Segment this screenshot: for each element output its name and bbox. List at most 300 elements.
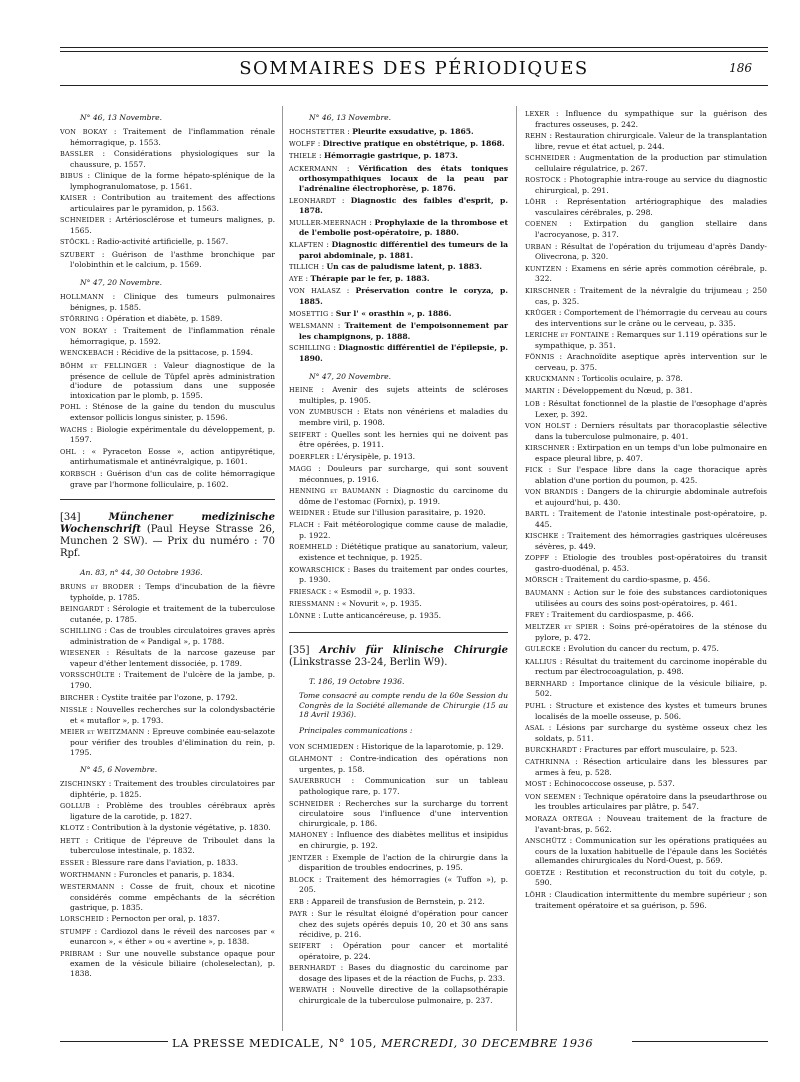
article-title: Lésions par surcharge du système osseux chez les soldats, p. 511.: [535, 722, 767, 743]
article-author: GULECKE: [525, 645, 561, 654]
page-number: 186: [729, 61, 752, 75]
issue-heading: T. 186, 19 Octobre 1936.: [309, 677, 405, 687]
article-title: Considérations physiologiques sur la chaussure, p. 1557.: [70, 148, 275, 169]
article-title: Diagnostic des faibles d'esprit, p. 1878.: [299, 195, 509, 216]
article-entry: BRUNS et BRODER : Temps d'incubation de la fièvre typhoïde, p. 1785.: [60, 582, 275, 602]
article-entry: LEONHARDT : Diagnostic des faibles d'esprit, p. 1878.: [289, 195, 509, 216]
article-author: MOSETTIG: [289, 309, 329, 318]
article-entry: FLACH : Fait météorologique comme cause de maladie, p. 1922.: [289, 520, 508, 541]
article-author: VORSSCHÜLTE: [60, 671, 115, 680]
article-title: Blessure rare dans l'aviation, p. 1833.: [91, 857, 239, 867]
article-author: FÖNNIS: [525, 353, 555, 362]
article-title: Sténose de la gaine du tendon du musculus extensor pollicis longus sinister, p. 1596.: [70, 402, 275, 423]
issue-heading: N° 47, 20 Novembre.: [309, 371, 392, 381]
article-entry: LÖHR : Représentation artériographique des maladies vasculaires cérébrales, p. 298.: [525, 197, 767, 218]
article-title: Importance clinique de la vésicule biliaire, p. 502.: [535, 678, 767, 699]
article-author: WACHS: [60, 425, 88, 434]
article-title: Arachnoïdite aseptique après intervention sur le cerveau, p. 375.: [535, 352, 767, 372]
article-author: ZOPFF: [525, 554, 550, 563]
article-author: KIRSCHNER: [525, 286, 570, 295]
article-entry: WERWATH : Nouvelle directive de la collapsothérapie chirurgicale de la tuberculose pulmonaire, p. 237.: [289, 985, 508, 1005]
article-author: VON SCHMIEDEN: [289, 743, 354, 752]
journal-number: [35]: [289, 645, 310, 657]
article-title: Epreuve combinée eau-selazote pour vérifier des troubles d'élimination du rein, p. 1795.: [70, 726, 275, 757]
article-entry: KOWARSCHICK : Bases du traitement par ondes courtes, p. 1930.: [289, 564, 508, 585]
article-author: WESTERMANN: [60, 883, 115, 892]
article-author: KISCHKE: [525, 532, 559, 541]
article-entry: GOLLUB : Problème des troubles cérébraux après ligature de la carotide, p. 1827.: [60, 801, 275, 822]
article-title: Recherches sur la surcharge du torrent circulatoire sous l'influence d'une intervention chirurgicale, p. 186.: [299, 798, 508, 829]
header-rule-top: [60, 47, 768, 48]
article-title: Diététique pratique au sanatorium, valeur, existence et technique, p. 1925.: [299, 542, 508, 563]
article-entry: MARTIN : Développement du Nœud, p. 381.: [525, 386, 693, 396]
journal-name: Archiv für klinische Chirurgie: [319, 645, 508, 657]
article-entry: LOB : Résultat fonctionnel de la plastie de l'œsophage d'après Lexer, p. 392.: [525, 398, 768, 419]
article-author: MARTIN: [525, 387, 555, 396]
article-entry: FREY : Traitement du cardiospasme, p. 466.: [525, 609, 694, 619]
article-author: HOLLMANN: [60, 292, 104, 301]
article-entry: POHL : Sténose de la gaine du tendon du musculus extensor pollicis longus sinister, p. 1596.: [60, 402, 275, 423]
article-title: Traitement du cardio-spasme, p. 456.: [565, 575, 711, 585]
article-title: Opération pour cancer et mortalité opératoire, p. 224.: [299, 940, 508, 961]
article-entry: ESSER : Blessure rare dans l'aviation, p. 1833.: [60, 857, 239, 867]
article-author: WOLFF: [289, 140, 316, 149]
article-entry: KRÜGER : Comportement de l'hémorragie du cerveau au cours des interventions sur le crâne ou le cerveau, p. 335.: [525, 307, 767, 328]
article-title: Sur l' « orasthin », p. 1886.: [335, 308, 452, 318]
article-entry: LERICHE et FONTAINE : Remarques sur 1.119 opérations sur le sympathique, p. 351.: [525, 329, 768, 350]
column-3: [525, 109, 767, 912]
article-author: AYE: [289, 275, 304, 284]
article-title: Préservation contre le coryza, p. 1885.: [299, 286, 508, 307]
article-title: Nouvelles recherches sur la colondysbactérie et « mutaflor », p. 1793.: [70, 704, 275, 725]
article-author: ASAL: [525, 723, 544, 732]
article-author: BURCKHARDT: [525, 745, 577, 754]
article-entry: KLOTZ : Contribution à la dystonie végétative, p. 1830.: [60, 823, 271, 833]
article-title: Extirpation en un temps d'un lobe pulmonaire en espace pleural libre, p. 407.: [535, 442, 767, 463]
article-author: WELSMANN: [289, 321, 334, 330]
article-author: MÖRSCH: [525, 576, 559, 585]
article-author: ROSTOCK: [525, 176, 561, 185]
article-author: VON BOKAY: [60, 127, 108, 136]
article-title: Contribution au traitement des affections articulaires par le pyramidon, p. 1563.: [70, 193, 275, 213]
article-entry: SCHNEIDER : Artériosclérose et tumeurs malignes, p. 1565.: [60, 215, 275, 235]
article-title: Un cas de paludisme latent, p. 1883.: [326, 261, 483, 271]
article-title: Vérification des états toniques orthosympathiques locaux de la peau par l'adrénaline électrophorèse, p. 1876.: [299, 163, 509, 194]
article-entry: CATHRINNA : Résection articulaire dans les blessures par armes à feu, p. 528.: [525, 757, 767, 778]
article-entry: MELTZER et SPIER : Soins pré-opératoires de la sténose du pylore, p. 472.: [525, 622, 767, 642]
article-title: Exemple de l'action de la chirurgie dans la disparition de troubles endocrines, p. 195.: [299, 852, 508, 873]
article-entry: REHN : Restauration chirurgicale. Valeur de la transplantation libre, revue et état actuel, p. 244.: [525, 131, 767, 151]
article-title: Claudication intermittente du membre supérieur ; son traitement opératoire et sa guérison, p. 596.: [535, 889, 767, 910]
article-entry: WENCKEBACH : Récidive de la psittacose, p. 1594.: [60, 348, 254, 358]
article-title: « Esmodil », p. 1933.: [333, 586, 415, 596]
article-entry: KIRSCHNER : Extirpation en un temps d'un lobe pulmonaire en espace pleural libre, p. 407.: [525, 442, 767, 463]
article-entry: WACHS : Biologie expérimentale du développement, p. 1597.: [60, 424, 275, 445]
article-title: Thérapie par le fer, p. 1883.: [310, 274, 430, 284]
article-entry: AYE : Thérapie par le fer, p. 1883.: [289, 274, 430, 284]
article-author: RIESSMANN: [289, 599, 335, 608]
article-title: Fractures par effort musculaire, p. 523.: [584, 744, 738, 754]
header-rule-bottom: [60, 85, 768, 86]
article-title: « Novurit », p. 1935.: [341, 598, 422, 608]
article-author: GOLLUB: [60, 802, 91, 811]
article-author: MAHONEY: [289, 831, 328, 840]
article-entry: KALLIUS : Résultat du traitement du carcinome inopérable du rectum par électrocoagulation, p. 498.: [525, 656, 767, 677]
article-title: Résection articulaire dans les blessures par armes à feu, p. 528.: [535, 757, 767, 778]
article-author: TILLICH: [289, 262, 320, 271]
article-author: PRIBRAM: [60, 949, 95, 958]
article-entry: FRIESACK : « Esmodil », p. 1933.: [289, 586, 415, 596]
article-author: STUMPF: [60, 927, 92, 936]
article-title: Photographie intra-rouge au service du diagnostic chirurgical, p. 291.: [535, 175, 767, 196]
article-entry: LORSCHEID : Pernocton per oral, p. 1837.: [60, 914, 220, 924]
article-entry: MOST : Echinococcose osseuse, p. 537.: [525, 779, 675, 789]
article-author: VON BRANDIS: [525, 488, 579, 497]
article-entry: SCHILLING : Cas de troubles circulatoires graves après administration de « Pandigal », p. 1788.: [60, 626, 276, 647]
column-divider: [516, 106, 517, 1031]
page-title: SOMMAIRES DES PÉRIODIQUES: [239, 58, 589, 79]
article-title: Extirpation du ganglion stellaire dans l'acrocyanose, p. 317.: [535, 219, 767, 240]
article-entry: HOCHSTETTER : Pleurite exsudative, p. 1865.: [289, 126, 474, 136]
article-entry: SCHNEIDER : Recherches sur la surcharge du torrent circulatoire sous l'influence d'une intervention chirurgicale, p. 186.: [289, 798, 508, 829]
article-entry: RIESSMANN : « Novurit », p. 1935.: [289, 598, 422, 608]
article-author: MAGG: [289, 464, 312, 473]
article-author: MEIER et WEITZMANN: [60, 727, 145, 736]
article-entry: KUNTZEN : Examens en série après commotion cérébrale, p. 322.: [525, 263, 767, 284]
article-title: Guérison de l'asthme bronchique par l'olobinthin et le calcium, p. 1569.: [70, 249, 276, 270]
article-author: ROEMHELD: [289, 543, 333, 552]
column-divider: [282, 106, 283, 1031]
article-title: Critique de l'épreuve de Triboulet dans la tuberculose intestinale, p. 1832.: [70, 835, 275, 856]
article-author: KRUCKMANN: [525, 375, 575, 384]
article-author: ANSCHÜTZ: [525, 836, 567, 845]
article-author: BIBUS: [60, 171, 84, 180]
section-separator: [60, 499, 275, 500]
article-title: Clinique de la forme hépato-splénique de la lymphogranulomatose, p. 1561.: [70, 170, 275, 191]
article-author: ERB: [289, 897, 305, 906]
article-author: BARTL: [525, 510, 549, 519]
article-title: Sur le résultat éloigné d'opération pour cancer chez des sujets opérés depuis 10, 20 et 30 ans sans récidive, p. 216.: [299, 909, 509, 939]
article-title: Directive pratique en obstétrique, p. 1868.: [322, 139, 505, 149]
article-title: « Pyraceton Eosse », action antipyrétique, antirhumatismale et antinévralgique, p. 1601.: [70, 446, 275, 467]
article-entry: BAUMANN : Action sur le foie des substances cardiotoniques utilisées au cours des soins post-opératoires, p. 461.: [525, 587, 767, 608]
journal-heading: [60, 512, 275, 560]
article-title: Dangers de la chirurgie abdominale autrefois et aujourd'hui, p. 430.: [535, 487, 767, 507]
header-rule-top-2: [60, 51, 768, 52]
article-entry: KLAFTEN : Diagnostic différentiel des tumeurs de la paroi abdominale, p. 1881.: [289, 239, 509, 260]
article-entry: BEINGARDT : Sérologie et traitement de la tuberculose cutanée, p. 1785.: [60, 604, 275, 624]
article-entry: LÖHR : Claudication intermittente du membre supérieur ; son traitement opératoire et sa guérison, p. 596.: [525, 889, 767, 910]
article-title: Cas de troubles circulatoires graves après administration de « Pandigal », p. 1788.: [70, 626, 276, 647]
article-author: KALLIUS: [525, 657, 557, 666]
article-entry: ZISCHINSKY : Traitement des troubles circulatoires par diphtérie, p. 1825.: [60, 779, 275, 799]
article-author: BIRCHER: [60, 693, 94, 702]
article-author: LORSCHEID: [60, 915, 104, 924]
article-author: KRÜGER: [525, 308, 557, 317]
article-entry: WIESENER : Résultats de la narcose gazeuse par vapeur d'éther lentement dissociée, p. 1789.: [60, 648, 275, 669]
article-author: REHN: [525, 132, 547, 141]
article-title: Diagnostic du carcinome du dôme de l'estomac (Fornix), p. 1919.: [299, 486, 508, 506]
article-title: Echinococcose osseuse, p. 537.: [553, 779, 675, 789]
issue-heading: N° 45, 6 Novembre.: [80, 765, 158, 775]
article-author: SCHNEIDER: [289, 799, 334, 808]
article-entry: HOLLMANN : Clinique des tumeurs pulmonaires bénignes, p. 1585.: [60, 291, 276, 312]
article-entry: HETT : Critique de l'épreuve de Triboulet dans la tuberculose intestinale, p. 1832.: [60, 835, 275, 856]
article-title: Communication sur les opérations pratiquées au cours de la luxation habituelle de l'épaule dans les Sociétés allemandes chirurgicales du Nord-Ouest, p. 569.: [535, 835, 767, 866]
article-title: Quelles sont les hernies qui ne doivent pas être opérées, p. 1911.: [299, 429, 508, 450]
article-author: BAUMANN: [525, 588, 565, 597]
article-author: LERICHE et FONTAINE: [525, 330, 610, 339]
article-author: SEIFERT: [289, 941, 321, 950]
article-author: SZUBERT: [60, 250, 95, 259]
article-author: SAUERBRUCH: [289, 777, 342, 786]
article-entry: MÖRSCH : Traitement du cardio-spasme, p. 456.: [525, 575, 711, 585]
article-title: Bases du diagnostic du carcinome par dosage des lipases et de la réaction de Fuchs, p. 233.: [299, 962, 508, 983]
article-author: GLAHMONT: [289, 755, 333, 764]
article-entry: ASAL : Lésions par surcharge du système osseux chez les soldats, p. 511.: [525, 722, 767, 743]
article-title: Opération et diabète, p. 1589.: [106, 314, 223, 324]
article-author: CATHRINNA: [525, 758, 570, 767]
article-entry: SCHNEIDER : Augmentation de la production par stimulation cellulaire régulatrice, p. 267.: [525, 153, 767, 173]
article-entry: STÖRRING : Opération et diabète, p. 1589.: [60, 314, 223, 324]
article-author: ACKERMANN: [289, 164, 338, 173]
article-title: Diagnostic différentiel de l'épilepsie, p. 1890.: [299, 342, 508, 363]
article-title: Traitement des troubles circulatoires par diphtérie, p. 1825.: [70, 779, 275, 799]
article-entry: KAISER : Contribution au traitement des affections articulaires par le pyramidon, p. 1563.: [60, 193, 275, 213]
footer-date: MERCREDI, 30 DECEMBRE 1936: [381, 1036, 594, 1050]
article-author: SCHNEIDER: [60, 216, 105, 225]
article-entry: HEINE : Avenir des sujets atteints de scléroses multiples, p. 1905.: [289, 385, 509, 406]
article-entry: WOLFF : Directive pratique en obstétrique, p. 1868.: [289, 139, 505, 149]
article-title: Temps d'incubation de la fièvre typhoïde, p. 1785.: [70, 582, 275, 602]
article-entry: BIBUS : Clinique de la forme hépato-splénique de la lymphogranulomatose, p. 1561.: [60, 170, 275, 191]
article-entry: VON BRANDIS : Dangers de la chirurgie abdominale autrefois et aujourd'hui, p. 430.: [525, 487, 767, 507]
article-title: Technique opératoire dans la pseudarthrose ou les troubles articulaires par plâtre, p. 547.: [535, 791, 767, 812]
article-title: Sérologie et traitement de la tuberculose cutanée, p. 1785.: [70, 604, 275, 624]
article-title: Résultat du traitement du carcinome inopérable du rectum par électrocoagulation, p. 498.: [535, 656, 767, 677]
article-entry: VON BOKAY : Traitement de l'inflammation rénale hémorragique, p. 1553.: [60, 126, 275, 147]
article-author: BLOCK: [289, 875, 315, 884]
article-author: FLACH: [289, 521, 315, 530]
article-author: HEINE: [289, 386, 314, 395]
article-entry: GLAHMONT : Contre-indication des opérations non urgentes, p. 158.: [289, 754, 508, 775]
article-author: FREY: [525, 610, 545, 619]
article-author: JENTZER: [289, 853, 322, 862]
article-author: OHL: [60, 447, 76, 456]
article-author: URBAN: [525, 242, 552, 251]
article-author: WEIDNER: [289, 509, 325, 518]
article-entry: LÖNNE : Lutte anticancéreuse, p. 1935.: [289, 611, 442, 621]
article-entry: TILLICH : Un cas de paludisme latent, p. 1883.: [289, 261, 483, 271]
article-title: Traitement du cardiospasme, p. 466.: [551, 609, 694, 619]
article-title: Pleurite exsudative, p. 1865.: [352, 126, 474, 136]
page-footer: [172, 1036, 593, 1050]
article-title: Résultats de la narcose gazeuse par vapeur d'éther lentement dissociée, p. 1789.: [70, 648, 275, 669]
article-author: BERNHARD: [525, 679, 568, 688]
article-title: Evolution du cancer du rectum, p. 475.: [568, 644, 719, 654]
article-author: SCHILLING: [60, 627, 102, 636]
article-author: WENCKEBACH: [60, 349, 114, 358]
article-entry: BERNHARD : Importance clinique de la vésicule biliaire, p. 502.: [525, 678, 767, 699]
article-title: Représentation artériographique des maladies vasculaires cérébrales, p. 298.: [535, 197, 767, 218]
article-entry: DOERFLER : L'érysipèle, p. 1913.: [289, 451, 416, 461]
article-author: BEINGARDT: [60, 605, 104, 614]
article-entry: GULECKE : Evolution du cancer du rectum, p. 475.: [525, 644, 719, 654]
article-entry: MOSETTIG : Sur l' « orasthin », p. 1886.: [289, 308, 452, 318]
footer-rule-left: [60, 1041, 168, 1042]
article-title: Guérison d'un cas de colite hémorragique grave par l'hormone folliculaire, p. 1602.: [70, 468, 275, 489]
article-entry: FICK : Sur l'espace libre dans la cage thoracique après ablation d'une portion du poumon, p. 425.: [525, 465, 768, 485]
article-author: LÖHR: [525, 890, 547, 899]
article-author: COENEN: [525, 220, 558, 229]
article-author: STÖRRING: [60, 315, 99, 324]
article-title: Récidive de la psittacose, p. 1594.: [121, 348, 254, 358]
article-title: Traitement de la névralgie du trijumeau ; 250 cas, p. 325.: [535, 285, 768, 306]
article-title: Valeur diagnostique de la présence de cellule de Tüpfel après administration d'iodure de potassium dans une supposée intoxication par le plomb, p. 1595.: [70, 360, 276, 401]
article-title: Soins pré-opératoires de la sténose du pylore, p. 472.: [535, 622, 767, 642]
column-2: [289, 109, 508, 1007]
article-title: Prophylaxie de la thrombose et de l'embolie post-opératoire, p. 1880.: [299, 217, 508, 238]
article-entry: VORSSCHÜLTE : Traitement de l'ulcère de la jambe, p. 1790.: [60, 670, 275, 691]
article-author: VON ZUMBUSCH: [289, 408, 353, 417]
article-title: Historique de la laparotomie, p. 129.: [361, 742, 504, 752]
article-title: Douleurs par surcharge, qui sont souvent méconnues, p. 1916.: [299, 463, 508, 484]
article-entry: BARTL : Traitement de l'atonie intestinale post-opératoire, p. 445.: [525, 509, 767, 529]
article-author: KOWARSCHICK: [289, 565, 345, 574]
article-title: Restitution et reconstruction du toit du cotyle, p. 590.: [535, 867, 767, 888]
article-entry: PAYR : Sur le résultat éloigné d'opération pour cancer chez des sujets opérés depuis 10, 20 et 30 ans sans récidive, p. 216.: [289, 909, 509, 939]
article-entry: VON HALASZ : Préservation contre le coryza, p. 1885.: [289, 286, 508, 307]
article-author: MULLER-MEERNACH: [289, 218, 367, 227]
article-entry: BASSLER : Considérations physiologiques sur la chaussure, p. 1557.: [60, 148, 275, 169]
article-author: SCHILLING: [289, 343, 331, 352]
article-title: Furoncles et panaris, p. 1834.: [118, 870, 235, 880]
issue-heading: N° 46, 13 Novembre.: [80, 113, 163, 122]
article-entry: COENEN : Extirpation du ganglion stellaire dans l'acrocyanose, p. 317.: [525, 219, 767, 240]
article-title: Résultat fonctionnel de la plastie de l'œsophage d'après Lexer, p. 392.: [535, 398, 768, 419]
article-entry: MAHONEY : Influence des diabètes mellitus et insipidus en chirurgie, p. 192.: [289, 830, 508, 851]
article-author: VON HOLST: [525, 421, 571, 430]
article-author: POHL: [60, 403, 81, 412]
article-entry: KORBSCH : Guérison d'un cas de colite hémorragique grave par l'hormone folliculaire, p. 1602.: [60, 468, 275, 489]
article-entry: STÖCKL : Radio-activité artificielle, p. 1567.: [60, 237, 229, 247]
article-title: Fait météorologique comme cause de maladie, p. 1922.: [299, 520, 508, 541]
article-author: BRUNS et BRODER: [60, 583, 134, 592]
article-title: Communication sur un tableau pathologique rare, p. 177.: [299, 776, 508, 797]
article-author: LOB: [525, 399, 541, 408]
article-title: Appareil de transfusion de Bernstein, p. 212.: [311, 896, 485, 906]
article-author: STÖCKL: [60, 238, 90, 247]
article-author: SEIFERT: [289, 430, 321, 439]
article-entry: WELSMANN : Traitement de l'empoisonnement par les champignons, p. 1888.: [289, 320, 508, 341]
article-author: MOST: [525, 780, 547, 789]
article-title: Cystite traitée par l'ozone, p. 1792.: [101, 692, 238, 702]
article-author: WIESENER: [60, 649, 101, 658]
article-author: FICK: [525, 466, 543, 474]
article-entry: ROSTOCK : Photographie intra-rouge au service du diagnostic chirurgical, p. 291.: [525, 175, 767, 196]
article-author: KLOTZ: [60, 824, 85, 833]
article-title: Torticolis oculaire, p. 378.: [581, 374, 683, 384]
article-entry: MORAZA ORTEGA : Nouveau traitement de la fracture de l'avant-bras, p. 562.: [525, 813, 767, 834]
article-title: Nouveau traitement de la fracture de l'avant-bras, p. 562.: [535, 813, 767, 834]
article-author: KLAFTEN: [289, 240, 324, 249]
article-author: ESSER: [60, 858, 85, 867]
article-title: L'érysipèle, p. 1913.: [336, 451, 416, 461]
article-entry: SZUBERT : Guérison de l'asthme bronchique par l'olobinthin et le calcium, p. 1569.: [60, 249, 276, 270]
article-author: ZISCHINSKY: [60, 780, 106, 789]
footer-rule-right: [632, 1041, 768, 1042]
article-title: Augmentation de la production par stimulation cellulaire régulatrice, p. 267.: [535, 153, 767, 173]
article-author: NISSLE: [60, 705, 88, 714]
footer-paper: LA PRESSE MEDICALE, N° 105,: [172, 1036, 377, 1050]
article-title: Traitement de l'inflammation rénale hémorragique, p. 1592.: [70, 326, 275, 347]
article-entry: WEIDNER : Etude sur l'illusion parasitaire, p. 1920.: [289, 508, 486, 518]
article-entry: SEIFERT : Quelles sont les hernies qui ne doivent pas être opérées, p. 1911.: [289, 429, 508, 450]
article-entry: VON BOKAY : Traitement de l'inflammation rénale hémorragique, p. 1592.: [60, 326, 275, 347]
article-entry: SCHILLING : Diagnostic différentiel de l'épilepsie, p. 1890.: [289, 342, 508, 363]
article-entry: BERNHARDT : Bases du diagnostic du carcinome par dosage des lipases et de la réaction de Fuchs, p. 233.: [289, 962, 508, 983]
article-entry: MULLER-MEERNACH : Prophylaxie de la thrombose et de l'embolie post-opératoire, p. 1880.: [289, 217, 508, 238]
article-entry: MEIER et WEITZMANN : Epreuve combinée eau-selazote pour vérifier des troubles d'élimination du rein, p. 1795.: [60, 726, 275, 757]
article-title: Hémorragie gastrique, p. 1873.: [323, 151, 458, 161]
article-entry: WESTERMANN : Cosse de fruit, choux et nicotine considérés comme empêchants de la sécrétion gastrique, p. 1835.: [60, 882, 275, 912]
article-title: Cosse de fruit, choux et nicotine considérés comme empêchants de la sécrétion gastrique, p. 1835.: [70, 882, 275, 912]
article-title: Influence des diabètes mellitus et insipidus en chirurgie, p. 192.: [299, 830, 508, 851]
article-title: Diagnostic différentiel des tumeurs de la paroi abdominale, p. 1881.: [299, 239, 509, 260]
article-entry: VON HOLST : Derniers résultats par thoracoplastie sélective dans la tuberculose pulmonaire, p. 401.: [525, 420, 767, 441]
article-entry: OHL : « Pyraceton Eosse », action antipyrétique, antirhumatismale et antinévralgique, p. 1601.: [60, 446, 275, 467]
article-author: HENNING et BAUMANN: [289, 487, 382, 495]
article-author: FRIESACK: [289, 587, 327, 596]
article-entry: THIELE : Hémorragie gastrique, p. 1873.: [289, 151, 458, 161]
article-author: LÖHR: [525, 198, 547, 207]
article-entry: SEIFERT : Opération pour cancer et mortalité opératoire, p. 224.: [289, 940, 508, 961]
article-title: Influence du sympathique sur la guérison des fractures osseuses, p. 242.: [535, 109, 767, 129]
article-title: Traitement de l'inflammation rénale hémorragique, p. 1553.: [70, 126, 275, 147]
article-title: Problème des troubles cérébraux après ligature de la carotide, p. 1827.: [70, 801, 275, 822]
article-title: Traitement des hémorragies gastriques ulcéreuses sévères, p. 449.: [535, 531, 768, 552]
article-author: KAISER: [60, 194, 88, 203]
article-entry: LEXER : Influence du sympathique sur la guérison des fractures osseuses, p. 242.: [525, 109, 767, 129]
article-title: Biologie expérimentale du développement, p. 1597.: [70, 424, 275, 445]
article-title: Bases du traitement par ondes courtes, p. 1930.: [299, 564, 508, 585]
article-entry: VON ZUMBUSCH : Etats non vénériens et maladies du membre viril, p. 1908.: [289, 407, 508, 428]
article-author: VON SEEMEN: [525, 792, 576, 801]
article-entry: GOETZE : Restitution et reconstruction du toit du cotyle, p. 590.: [525, 867, 767, 888]
section-separator: [289, 632, 508, 633]
article-entry: BIRCHER : Cystite traitée par l'ozone, p. 1792.: [60, 692, 238, 702]
article-title: Contribution à la dystonie végétative, p. 1830.: [91, 823, 271, 833]
article-title: Développement du Nœud, p. 381.: [562, 386, 693, 396]
article-title: Traitement de l'empoisonnement par les champignons, p. 1888.: [299, 320, 508, 341]
article-entry: STUMPF : Cardiozol dans le réveil des narcoses par « eunarcon », « éther » ou « avertine », p. 1838.: [60, 926, 276, 947]
article-entry: VON SCHMIEDEN : Historique de la laparotomie, p. 129.: [289, 742, 504, 752]
article-author: LEXER: [525, 110, 550, 118]
article-author: VON BOKAY: [60, 327, 108, 336]
article-entry: ANSCHÜTZ : Communication sur les opérations pratiquées au cours de la luxation habituelle de l'épaule dans les Sociétés allemandes chirurgicales du Nord-Ouest, p. 569.: [525, 835, 767, 866]
article-title: Structure et existence des kystes et tumeurs brunes localisés de la moelle osseuse, p. 506.: [535, 700, 767, 721]
article-author: LÖNNE: [289, 612, 316, 621]
article-title: Etude sur l'illusion parasitaire, p. 1920.: [332, 508, 486, 518]
article-entry: PUHL : Structure et existence des kystes et tumeurs brunes localisés de la moelle osseuse, p. 506.: [525, 700, 767, 721]
article-title: Action sur le foie des substances cardiotoniques utilisées au cours des soins post-opératoires, p. 461.: [535, 587, 767, 608]
article-title: Remarques sur 1.119 opérations sur le sympathique, p. 351.: [535, 329, 768, 350]
article-entry: ACKERMANN : Vérification des états toniques orthosympathiques locaux de la peau par l'adrénaline électrophorèse, p. 1876.: [289, 163, 509, 194]
issue-heading: N° 46, 13 Novembre.: [309, 113, 392, 122]
article-title: Traitement de l'ulcère de la jambe, p. 1790.: [70, 670, 275, 691]
article-title: Etats non vénériens et maladies du membre viril, p. 1908.: [299, 407, 508, 428]
volume-note: Tome consacré au compte rendu de la 60e Session du Congrès de la Société allemande de Chirurgie (15 au 18 Avril 1936).: [299, 690, 508, 720]
